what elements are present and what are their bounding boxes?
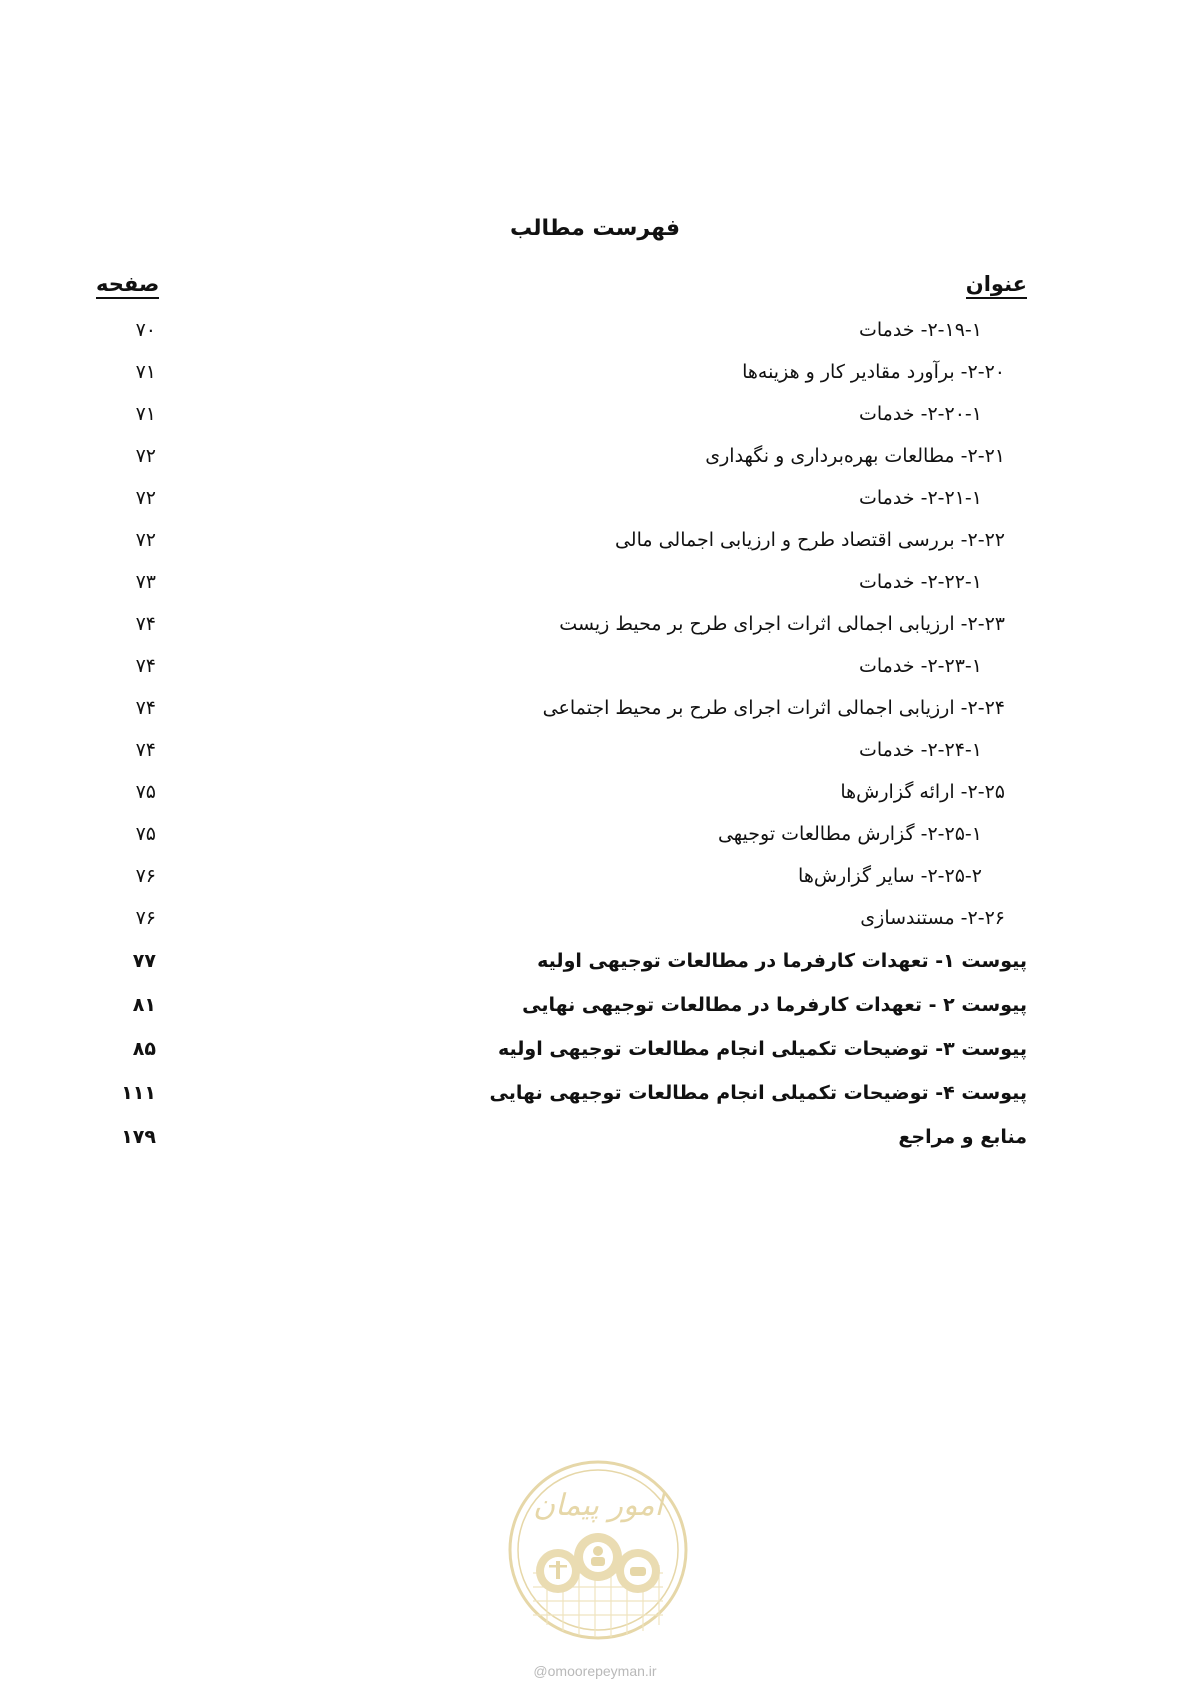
toc-entry[interactable] <box>0 436 1190 476</box>
toc-entry-title: پیوست ۴- توضیحات تکمیلی انجام مطالعات توجیهی نهایی <box>489 1082 1027 1104</box>
toc-entry[interactable] <box>0 1029 1190 1069</box>
toc-entry-page: ۷۱ <box>135 361 156 383</box>
toc-entry-page: ۷۴ <box>135 697 156 719</box>
toc-entry[interactable] <box>0 856 1190 896</box>
toc-entry-title: پیوست ۲ - تعهدات کارفرما در مطالعات توجیهی نهایی <box>522 994 1027 1016</box>
toc-entry[interactable] <box>0 604 1190 644</box>
page-title: فهرست مطالب <box>509 216 681 241</box>
toc-entry-title: ۲-۲۰-۱- خدمات <box>858 403 982 425</box>
toc-entry-page: ۷۱ <box>135 403 156 425</box>
toc-entry-title: ۲-۲۴-۱- خدمات <box>858 739 982 761</box>
toc-entry-page: ۷۲ <box>135 487 156 509</box>
toc-entry-title: پیوست ۱- تعهدات کارفرما در مطالعات توجیهی اولیه <box>537 950 1027 972</box>
toc-entry[interactable] <box>0 730 1190 770</box>
toc-entry-title: منابع و مراجع <box>898 1126 1027 1148</box>
toc-entry-title: ۲-۲۳-۱- خدمات <box>858 655 982 677</box>
toc-entry-title: پیوست ۳- توضیحات تکمیلی انجام مطالعات توجیهی اولیه <box>497 1038 1027 1060</box>
toc-entry-page: ۷۲ <box>135 445 156 467</box>
toc-entry[interactable] <box>0 562 1190 602</box>
toc-entry-title: ۲-۲۴- ارزیابی اجمالی اثرات اجرای طرح بر محیط اجتماعی <box>542 697 1005 719</box>
toc-entry[interactable] <box>0 394 1190 434</box>
toc-entry[interactable] <box>0 814 1190 854</box>
toc-entry-page: ۱۱۱ <box>121 1082 156 1104</box>
toc-entry-page: ۱۷۹ <box>121 1126 156 1148</box>
toc-entry-page: ۷۴ <box>135 655 156 677</box>
toc-entry[interactable] <box>0 941 1190 981</box>
svg-text:امور پیمان: امور پیمان <box>533 1488 663 1523</box>
seal-watermark-logo <box>503 1455 693 1655</box>
toc-entry-page: ۷۲ <box>135 529 156 551</box>
column-header-page: صفحه <box>96 272 159 299</box>
toc-entry-page: ۷۶ <box>135 865 156 887</box>
toc-entry[interactable] <box>0 772 1190 812</box>
toc-entry-title: ۲-۲۵-۱- گزارش مطالعات توجیهی <box>717 823 982 845</box>
toc-entry[interactable] <box>0 352 1190 392</box>
toc-entry-title: ۲-۱۹-۱- خدمات <box>858 319 982 341</box>
toc-entry-page: ۷۷ <box>132 950 156 972</box>
toc-entry[interactable] <box>0 310 1190 350</box>
toc-entry-title: ۲-۲۲- بررسی اقتصاد طرح و ارزیابی اجمالی مالی <box>614 529 1005 551</box>
footer-url: @omoorepeyman.ir <box>533 1663 657 1679</box>
toc-entry-page: ۸۱ <box>132 994 156 1016</box>
toc-entry[interactable] <box>0 478 1190 518</box>
toc-entry[interactable] <box>0 688 1190 728</box>
toc-entry-page: ۷۳ <box>135 571 156 593</box>
toc-entry-title: ۲-۲۰- برآورد مقادیر کار و هزینه‌ها <box>742 361 1005 383</box>
toc-entry-title: ۲-۲۱- مطالعات بهره‌برداری و نگهداری <box>705 445 1005 467</box>
toc-entry[interactable] <box>0 1117 1190 1157</box>
toc-entry-title: ۲-۲۱-۱- خدمات <box>858 487 982 509</box>
toc-entry-page: ۷۴ <box>135 739 156 761</box>
toc-entry-page: ۷۴ <box>135 613 156 635</box>
toc-entry-title: ۲-۲۶- مستندسازی <box>860 907 1005 929</box>
toc-entry[interactable] <box>0 898 1190 938</box>
toc-entry-page: ۷۰ <box>135 319 156 341</box>
toc-entry[interactable] <box>0 1073 1190 1113</box>
toc-entry-title: ۲-۲۵- ارائه گزارش‌ها <box>840 781 1005 803</box>
toc-entry[interactable] <box>0 520 1190 560</box>
toc-entry-page: ۷۵ <box>135 823 156 845</box>
toc-entry-page: ۷۵ <box>135 781 156 803</box>
toc-entry[interactable] <box>0 646 1190 686</box>
toc-entry-title: ۲-۲۲-۱- خدمات <box>858 571 982 593</box>
toc-entry-page: ۸۵ <box>132 1038 156 1060</box>
toc-entry-page: ۷۶ <box>135 907 156 929</box>
column-header-title: عنوان <box>966 272 1027 299</box>
toc-entry-title: ۲-۲۵-۲- سایر گزارش‌ها <box>798 865 982 887</box>
toc-entry-title: ۲-۲۳- ارزیابی اجمالی اثرات اجرای طرح بر محیط زیست <box>559 613 1005 635</box>
toc-entry[interactable] <box>0 985 1190 1025</box>
